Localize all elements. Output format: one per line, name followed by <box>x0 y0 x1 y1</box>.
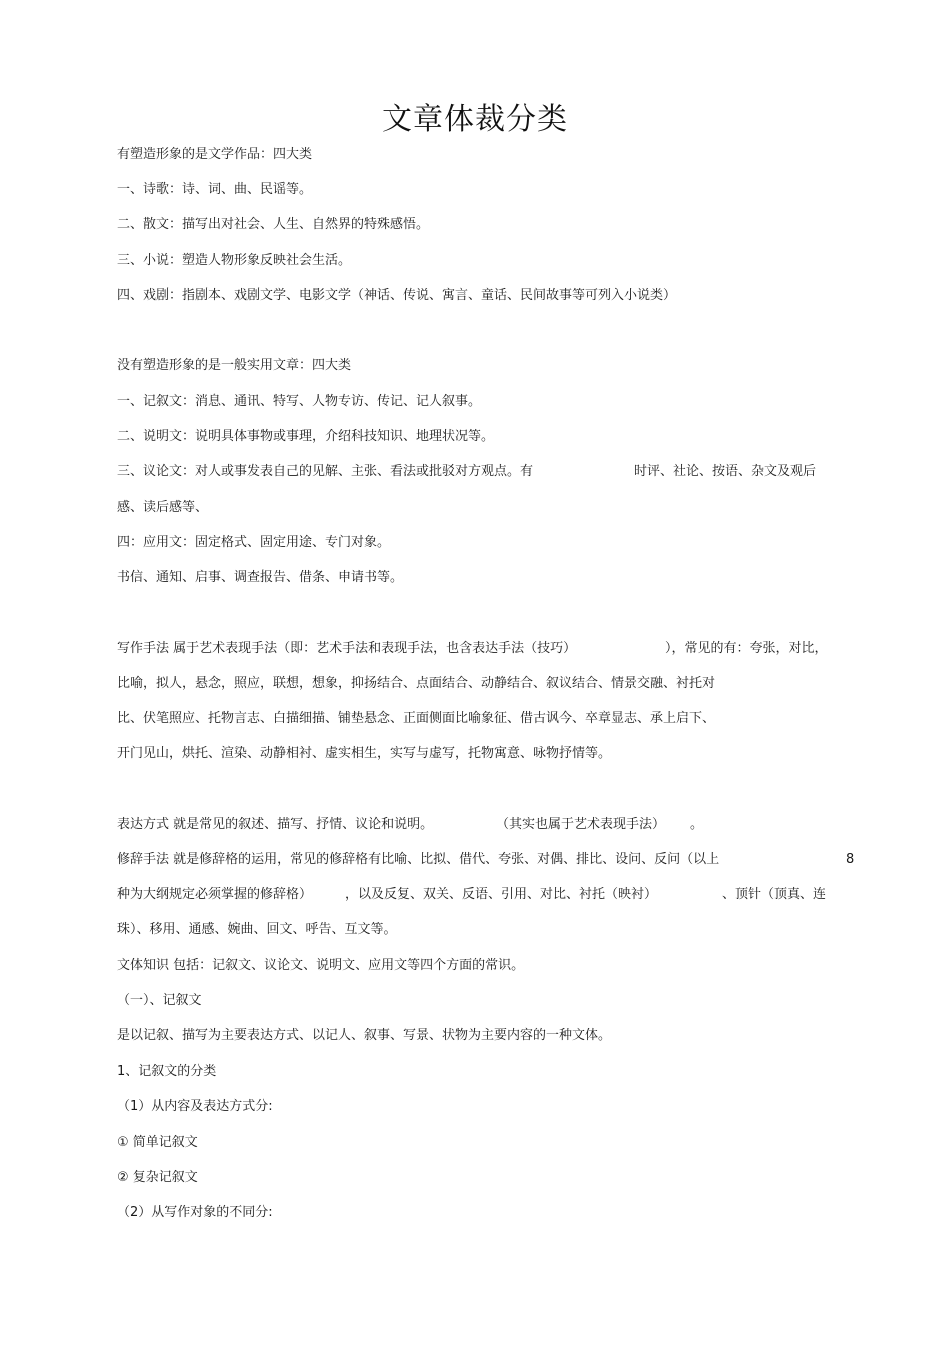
text-line: 四、戏剧：指剧本、戏剧文学、电影文学（神话、传说、寓言、童话、民间故事等可列入小说类） <box>117 288 677 303</box>
text-line: 三、议论文：对人或事发表自己的见解、主张、看法或批驳对方观点。有 <box>117 464 534 479</box>
text-line: 种为大纲规定必须掌握的修辞格） <box>117 887 313 902</box>
text-line: 表达方式 就是常见的叙述、描写、抒情、议论和说明。 <box>117 817 434 832</box>
text-line-segment: 时评、社论、按语、杂文及观后 <box>634 464 817 479</box>
text-line: 四：应用文：固定格式、固定用途、专门对象。 <box>117 535 391 550</box>
text-line: 是以记叙、描写为主要表达方式、以记人、叙事、写景、状物为主要内容的一种文体。 <box>117 1028 612 1043</box>
text-line: 写作手法 属于艺术表现手法（即：艺术手法和表现手法，也含表达手法（技巧） <box>117 641 577 656</box>
text-line: （2）从写作对象的不同分: <box>117 1205 273 1220</box>
text-line: 有塑造形象的是文学作品：四大类 <box>117 147 313 162</box>
text-line: 文体知识 包括：记叙文、议论文、说明文、应用文等四个方面的常识。 <box>117 958 525 973</box>
text-line: 书信、通知、启事、调查报告、借条、申请书等。 <box>117 570 404 585</box>
text-line: 三、小说：塑造人物形象反映社会生活。 <box>117 253 352 268</box>
text-line: 比、伏笔照应、托物言志、白描细描、铺垫悬念、正面侧面比喻象征、借古讽今、卒章显志、承上启下、 <box>117 711 716 726</box>
list-item: ① 简单记叙文 <box>117 1135 198 1150</box>
text-line: 二、说明文：说明具体事物或事理，介绍科技知识、地理状况等。 <box>117 429 495 444</box>
text-line: 珠）、移用、通感、婉曲、回文、呼告、互文等。 <box>117 922 397 937</box>
section-heading: （一）、记叙文 <box>117 993 202 1008</box>
text-line: 一、诗歌：诗、词、曲、民谣等。 <box>117 182 313 197</box>
text-line: 修辞手法 就是修辞格的运用，常见的修辞格有比喻、比拟、借代、夸张、对偶、排比、设问、反问（以上 <box>117 852 720 867</box>
text-line-segment: ，以及反复、双关、反语、引用、对比、衬托（映衬） <box>345 887 658 902</box>
text-line-segment: 。 <box>690 817 704 832</box>
text-line: （1）从内容及表达方式分: <box>117 1099 273 1114</box>
text-line-segment: 8 <box>846 852 855 867</box>
text-line-segment: 、顶针（顶真、连 <box>722 887 827 902</box>
text-line: 没有塑造形象的是一般实用文章：四大类 <box>117 358 352 373</box>
text-line: 开门见山，烘托、渲染、动静相衬、虚实相生，实写与虚写，托物寓意、咏物抒情等。 <box>117 746 612 761</box>
document-title: 文章体裁分类 <box>382 102 568 137</box>
text-line: 比喻，拟人，悬念，照应，联想，想象，抑扬结合、点面结合、动静结合、叙议结合、情景交融、衬托对 <box>117 676 716 691</box>
text-line: 感、读后感等、 <box>117 500 209 515</box>
text-line-segment: （其实也属于艺术表现手法） <box>496 817 666 832</box>
text-line: 二、散文：描写出对社会、人生、自然界的特殊感悟。 <box>117 217 430 232</box>
text-line: 一、记叙文：消息、通讯、特写、人物专访、传记、记人叙事。 <box>117 394 482 409</box>
text-line-segment: ），常见的有：夸张，对比， <box>665 641 828 656</box>
subsection-heading: 1、记叙文的分类 <box>117 1064 217 1079</box>
list-item: ② 复杂记叙文 <box>117 1170 198 1185</box>
